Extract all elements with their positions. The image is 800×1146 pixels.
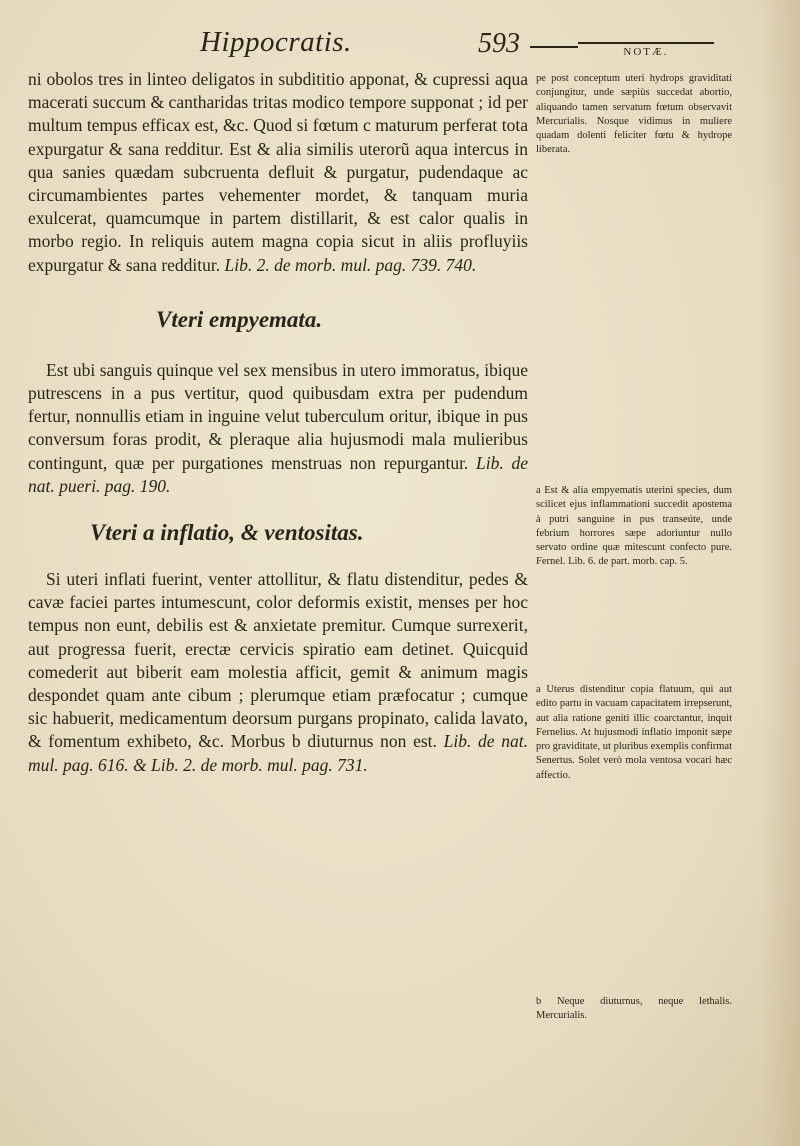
- header-rule-right: [578, 42, 714, 44]
- paragraph-3-reference: Lib. de nat. mul. pag. 616. & Lib. 2. de morb. mul. pag. 731.: [28, 731, 528, 775]
- paragraph-2-text: Est ubi sanguis quinque vel sex mensibus in utero immoratus, ibique putrescens in a pus vertitur, quod quibusdam extra per pudendum fertur, nonnullis etiam in inguine velut tuberculum oritur, ibique in pus conversum foras prodit, & pleraque alia hujusmodi mala mulieribus contingunt, quæ per purgationes menstruas non repurgantur.: [28, 359, 528, 473]
- margin-note-b-text: b Neque diuturnus, neque lethalis. Mercurialis.: [536, 996, 732, 1022]
- margin-note-a-inflatio: [536, 683, 732, 783]
- margin-note-c: [536, 72, 732, 158]
- page-edge-shading: [760, 0, 800, 1146]
- paragraph-2: [28, 359, 528, 498]
- notes-label: NOTÆ.: [623, 46, 669, 58]
- section-title-uteri-inflatio: Vteri a inflatio, & ventositas.: [90, 520, 364, 546]
- margin-note-a-empyemata: [536, 484, 732, 570]
- paragraph-1: [28, 68, 528, 277]
- page-header: [0, 26, 800, 72]
- margin-note-a-inflatio-text: a Uterus distenditur copia flatuum, qui aut edito partu in vacuam capacitatem irrepserunt, aut alia ratione geniti illic coarctantur, inquit Fernelius. At hujusmodi inflatio imponit sæpe pro graviditate, ut pluribus exemplis confirmat Senertus. Solet verò mola ventosa vocari hæc affectio.: [536, 684, 732, 781]
- page-number: 593: [478, 28, 520, 59]
- paragraph-3-text: Si uteri inflati fuerint, venter attollitur, & flatu distenditur, pedes & cavæ faciei partes intumescunt, color deformis existit, menses per hoc tempus non eunt, debilis est & anxietate premitur. Cumque surrexerit, aut progressa fuerit, erectæ cervicis spiratio eam detinet. Quicquid comederit aut biberit eam molestia afficit, gemit & animum magis despondet quam ante cibum ; plerumque etiam præfocatur ; cumque sic habuerit, medicamentum deorsum purgans propinato, calida lavato, & fomentum exhibeto, &c. Morbus b diuturnus non est.: [28, 569, 528, 752]
- paragraph-1-text: ni obolos tres in linteo deligatos in subdititio apponat, & cupressi aqua macerati succum & cantharidas tritas modico tempore supponat ; id per multum tempus efficax est, &c. Quod si fœtum c maturum perferat tota expurgatur & sana redditur. Est & alia similis uterorũ aqua intercus in qua sanies quædam subcruenta defluit & purgatur, pudendaque ac circumambientes partes vehementer mordet, & tanquam muria exulcerat, quamcumque in partem distillarit, & est calor qualis in morbo regio. In reliquis autem magna copia sicut in aliis profluyiis expurgatur & sana redditur.: [28, 69, 528, 275]
- paragraph-3: [28, 568, 528, 777]
- running-title: Hippocratis.: [200, 26, 352, 58]
- margin-note-b: [536, 995, 732, 1024]
- paragraph-1-reference: Lib. 2. de morb. mul. pag. 739. 740.: [224, 254, 477, 275]
- paragraph-2-reference: Lib. de nat. pueri. pag. 190.: [28, 452, 528, 496]
- margin-note-c-text: pe post conceptum uteri hydrops graviditati conjungitur, unde sæpiùs succedat abortio, aliquando tamen servatum fœtum observavit Mercurialis. Nosque vidimus in muliere quadam dolenti feliciter fœtu & hydrope liberata.: [536, 73, 732, 156]
- main-text-column: [28, 68, 528, 777]
- section-title-uteri-empyemata: Vteri empyemata.: [156, 306, 323, 332]
- margin-note-a-empyemata-text: a Est & alia empyematis uterini species, dum scilicet ejus inflammationi succedit apostema à putri sanguine in pus transeúte, unde febrium horrores sæpe adoriuntur nullo servato ordine quæ mitescunt confecto pure. Fernel. Lib. 6. de part. morb. cap. 5.: [536, 485, 732, 568]
- header-rule-left: [530, 46, 578, 48]
